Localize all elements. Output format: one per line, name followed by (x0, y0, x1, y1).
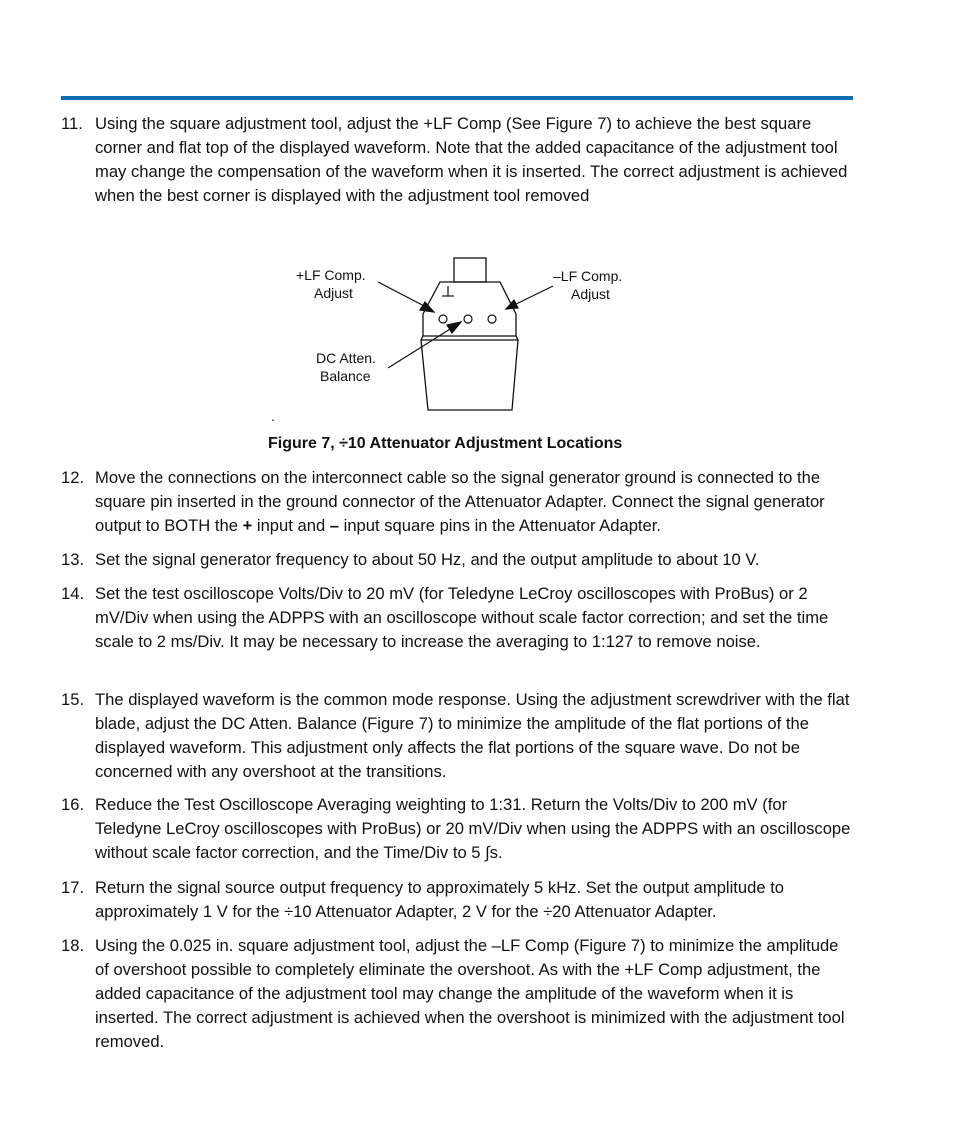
step-text: Using the square adjustment tool, adjust the +LF Comp (See Figure 7) to achieve the best square corner and flat top of the displayed waveform. Note that the added capacitance of the adjustment tool may change the compensation of the waveform when it is inserted. The correct adjustment is achieved when the best corner is displayed with the adjustment tool removed (95, 114, 848, 205)
label-plus-lf-adjust: Adjust (314, 285, 353, 301)
label-minus-lf-adjust: Adjust (571, 286, 610, 302)
step-text: Return the signal source output frequency to approximately 5 kHz. Set the output amplitude to approximately 1 V for the ÷10 Attenuator Adapter, 2 V for the ÷20 Attenuator Adapter. (95, 878, 785, 921)
label-dc-balance: Balance (320, 368, 371, 384)
plus-lf-comp-adjust-point (439, 315, 447, 323)
step-text-part: Move the connections on the interconnect cable so the signal generator ground is connected to the square pin inserted in the ground connector of the Attenuator Adapter. Connect the signal generator output to BOTH the (95, 468, 825, 535)
step-text (95, 466, 855, 538)
minus-symbol: – (329, 516, 340, 535)
plus-symbol: + (242, 516, 253, 535)
minus-lf-comp-adjust-point (488, 315, 496, 323)
arrow-head-dc-balance (447, 322, 461, 333)
step-text-part: input square pins in the Attenuator Adapter. (339, 516, 661, 535)
step-number: 11. (61, 114, 83, 133)
arrow-head-plus-lf (420, 302, 434, 312)
step-number: 14. (61, 584, 85, 603)
step-number: 17. (61, 878, 85, 897)
step-text-part: input and (252, 516, 330, 535)
label-plus-lf-comp: +LF Comp. (296, 267, 366, 283)
attenuator-body (421, 258, 518, 410)
step-number: 13. (61, 550, 85, 569)
arrow-minus-lf (512, 286, 553, 306)
arrow-dc-balance (388, 326, 455, 368)
step-number: 15. (61, 690, 85, 709)
arrow-head-minus-lf (506, 300, 518, 309)
dc-atten-balance-point (464, 315, 472, 323)
figure-dot: . (271, 408, 275, 424)
step-number: 18. (61, 936, 85, 955)
label-dc-atten: DC Atten. (316, 350, 376, 366)
header-rule (61, 96, 853, 100)
step-text: Reduce the Test Oscilloscope Averaging weighting to 1:31. Return the Volts/Div to 200 mV (for Teledyne LeCroy oscilloscopes with ProBus) or 20 mV/Div when using the ADPPS with an oscilloscope without scale factor correction, and the Time/Div to 5 ∫s. (95, 795, 851, 862)
attenuator-figure (268, 250, 648, 420)
step-number: 12. (61, 468, 85, 487)
step-text: Set the signal generator frequency to about 50 Hz, and the output amplitude to about 10 V. (95, 550, 760, 569)
step-number: 16. (61, 795, 85, 814)
arrow-plus-lf (378, 282, 428, 308)
label-minus-lf-comp: –LF Comp. (553, 268, 623, 284)
step-text: Set the test oscilloscope Volts/Div to 20 mV (for Teledyne LeCroy oscilloscopes with ProBus) or 2 mV/Div when using the ADPPS with an oscilloscope without scale factor correction; and set the time scale to 2 ms/Div. It may be necessary to increase the averaging to 1:127 to remove noise. (95, 584, 829, 651)
step-text: Using the 0.025 in. square adjustment tool, adjust the –LF Comp (Figure 7) to minimize the amplitude of overshoot possible to completely eliminate the overshoot. As with the +LF Comp adjustment, the added capacitance of the adjustment tool may change the amplitude of the waveform when it is inserted. The correct adjustment is achieved when the overshoot is minimized with the adjustment tool removed. (95, 936, 845, 1051)
figure-caption: Figure 7, ÷10 Attenuator Adjustment Locations (268, 435, 623, 452)
ground-icon (442, 286, 454, 296)
step-text: The displayed waveform is the common mode response. Using the adjustment screwdriver with the flat blade, adjust the DC Atten. Balance (Figure 7) to minimize the amplitude of the flat portions of the displayed waveform. This adjustment only affects the flat portions of the square wave. Do not be concerned with any overshoot at the transitions. (95, 690, 850, 781)
